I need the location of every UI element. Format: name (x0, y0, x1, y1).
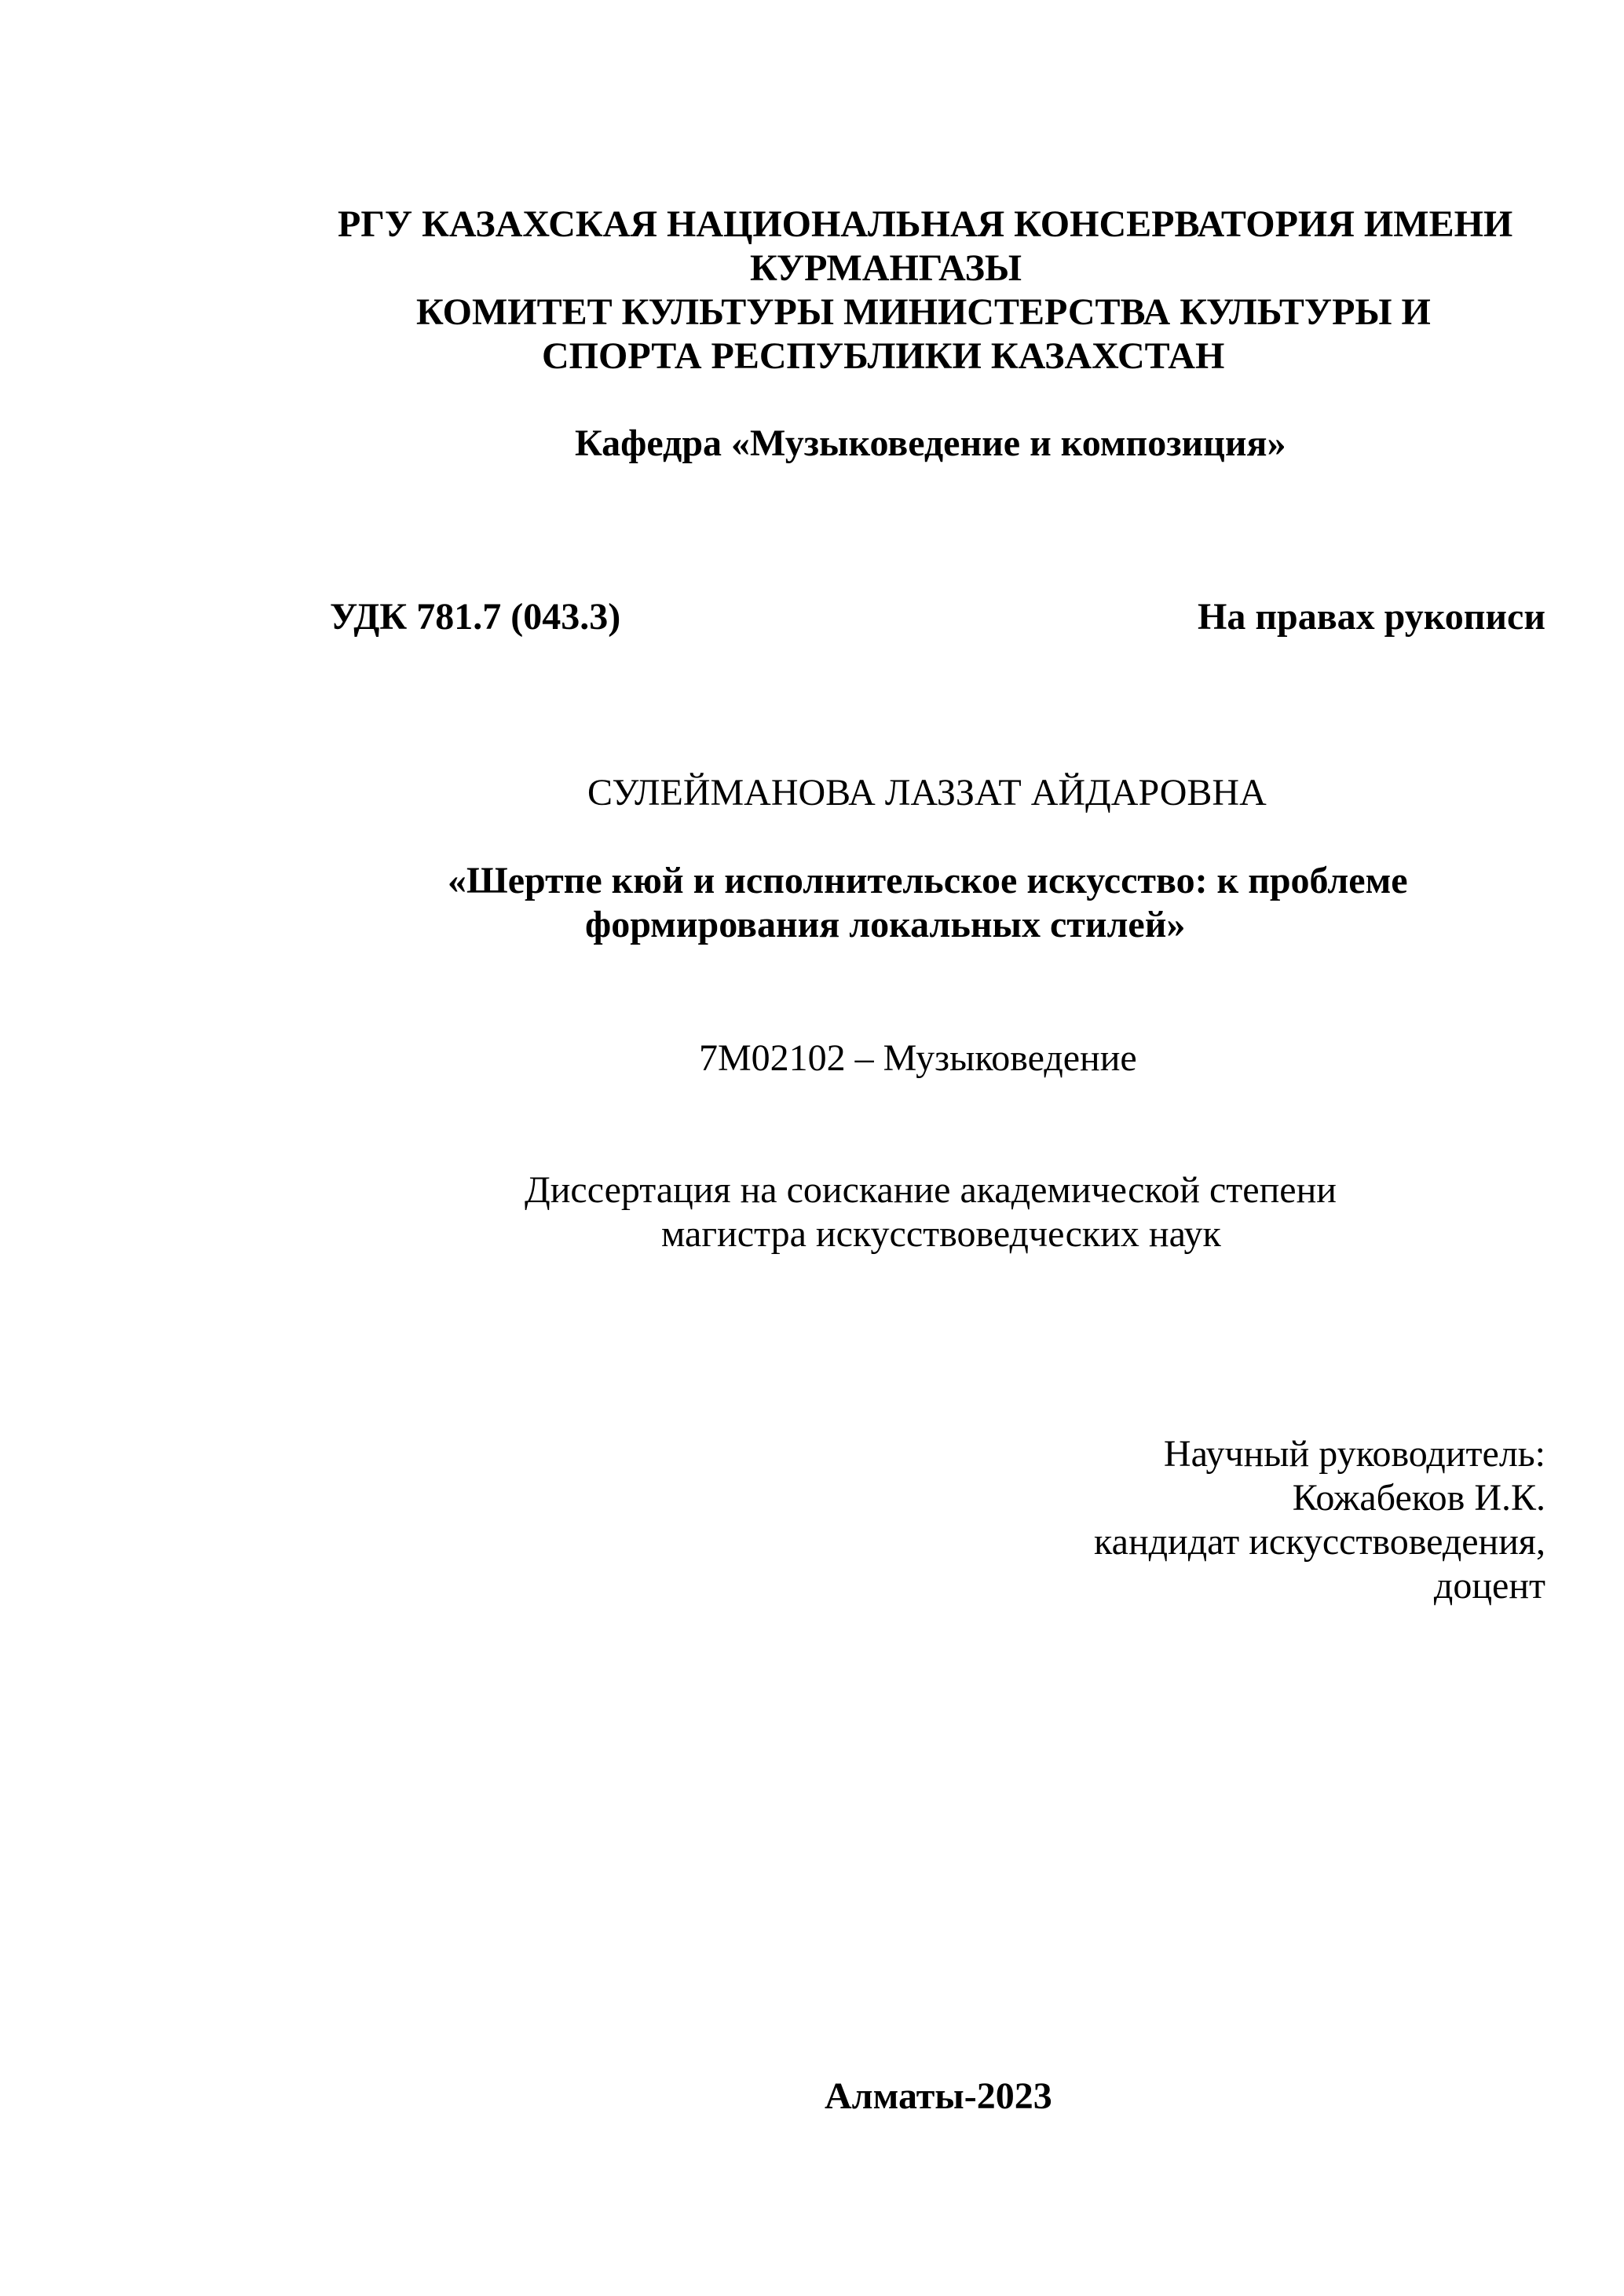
supervisor-label: Научный руководитель: (1163, 1433, 1545, 1475)
committee-line-2: СПОРТА РЕСПУБЛИКИ КАЗАХСТАН (542, 335, 1225, 377)
manuscript-rights: На правах рукописи (1198, 596, 1545, 638)
institution-line-1: РГУ КАЗАХСКАЯ НАЦИОНАЛЬНАЯ КОНСЕРВАТОРИЯ ИМЕНИ (338, 203, 1513, 245)
degree-line-1: Диссертация на соискание академической степени (525, 1169, 1337, 1211)
committee-line-1: КОМИТЕТ КУЛЬТУРЫ МИНИСТЕРСТВА КУЛЬТУРЫ И (416, 291, 1431, 333)
supervisor-rank: доцент (1433, 1565, 1545, 1607)
dissertation-title-line-1: «Шертпе кюй и исполнительское искусство: к проблеме (448, 860, 1408, 901)
dissertation-title-line-2: формирования локальных стилей» (585, 904, 1186, 945)
department-name: Кафедра «Музыковедение и композиция» (575, 422, 1286, 464)
city-year: Алматы-2023 (825, 2075, 1052, 2117)
udk-code: УДК 781.7 (043.3) (330, 596, 621, 638)
specialty-code: 7М02102 – Музыковедение (699, 1037, 1137, 1079)
author-name: СУЛЕЙМАНОВА ЛАЗЗАТ АЙДАРОВНА (587, 772, 1267, 813)
supervisor-name: Кожабеков И.К. (1292, 1477, 1545, 1519)
institution-line-2: КУРМАНГАЗЫ (750, 247, 1022, 289)
supervisor-degree: кандидат искусствоведения, (1094, 1521, 1545, 1563)
degree-line-2: магистра искусствоведческих наук (661, 1213, 1221, 1255)
